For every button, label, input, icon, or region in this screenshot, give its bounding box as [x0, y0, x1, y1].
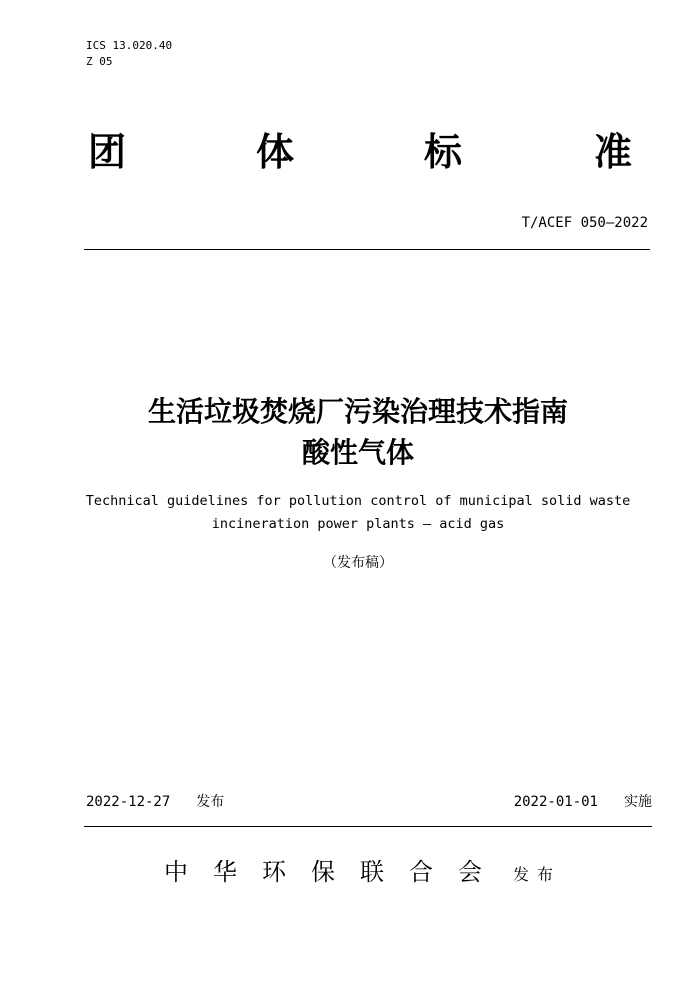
publisher-name: 中华环保联合会	[164, 858, 507, 886]
issue-date: 2022-12-27	[86, 794, 171, 810]
title-chinese: 生活垃圾焚烧厂污染治理技术指南	[147, 395, 568, 428]
subtitle-chinese: 酸性气体	[301, 436, 414, 469]
ics-code: ICS 13.020.40	[86, 39, 173, 52]
publisher-action: 发布	[513, 865, 562, 884]
classification-code: Z 05	[86, 55, 113, 68]
standard-type-char: 准	[594, 130, 633, 174]
issue-date-block	[86, 792, 224, 812]
implement-date: 2022-01-01	[513, 794, 598, 810]
publisher-block	[164, 856, 604, 892]
standard-number: T/ACEF 050—2022	[521, 215, 648, 231]
implement-label: 实施	[624, 794, 652, 810]
footer-divider	[84, 826, 652, 827]
standard-type-heading	[88, 128, 640, 178]
header-divider	[84, 249, 650, 250]
standard-type-char: 体	[256, 130, 295, 174]
implement-date-block	[514, 792, 652, 812]
standard-type-char: 标	[424, 130, 463, 174]
standard-type-char: 团	[88, 130, 127, 174]
title-english-line-1: Technical guidelines for pollution control of municipal solid waste	[85, 493, 631, 509]
draft-status: （发布稿）	[323, 555, 393, 571]
issue-label: 发布	[196, 794, 225, 810]
title-english-line-2: incineration power plants — acid gas	[211, 516, 505, 532]
